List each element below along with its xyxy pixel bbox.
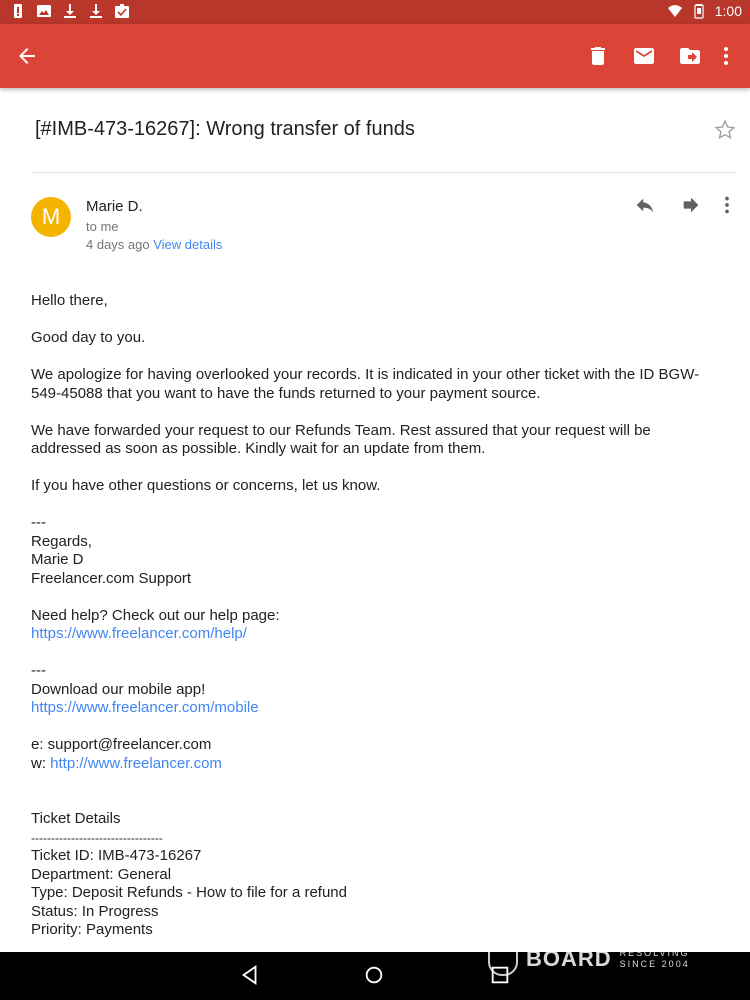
body-paragraph: If you have other questions or concerns, let us know. (31, 477, 381, 494)
alert-icon (10, 3, 26, 19)
reply-icon (634, 194, 656, 216)
body-paragraph: We apologize for having overlooked your records. It is indicated in your other ticket with the ID BGW-549-45088 that you want to have the funds returned to your payment source. (31, 366, 700, 402)
app-bar (0, 24, 750, 88)
watermark-small-1: RESOLVING (619, 948, 690, 958)
ticket-department: Department: General (31, 865, 172, 883)
download-icon (88, 3, 104, 19)
delete-button[interactable] (582, 40, 614, 72)
ticket-id: Ticket ID: IMB-473-16267 (31, 847, 202, 864)
date-line (86, 237, 222, 252)
received-time: 4 days ago (86, 237, 150, 252)
more-options-button[interactable] (710, 40, 742, 72)
image-icon (36, 3, 52, 19)
separator: --- (31, 514, 46, 531)
web-prefix: w: (31, 754, 51, 772)
contact-block (31, 736, 721, 773)
shield-icon (488, 942, 518, 976)
task-icon (114, 3, 130, 19)
back-button[interactable] (11, 40, 43, 72)
ticket-rule: --------------------------------- (31, 830, 163, 845)
avatar[interactable]: M (31, 197, 71, 237)
divider (31, 172, 735, 173)
regards: Regards, (31, 532, 92, 550)
watermark-board: BOARD (526, 946, 612, 971)
more-vert-icon (714, 44, 738, 68)
clock: 1:00 (714, 3, 742, 19)
body-line: Good day to you. (31, 329, 146, 346)
view-details-link[interactable]: View details (153, 237, 223, 252)
move-to-button[interactable] (674, 40, 706, 72)
watermark-logo (488, 936, 690, 976)
signature (31, 514, 721, 588)
watermark-top: COMPLAINTS (528, 936, 624, 951)
download-icon (62, 3, 78, 19)
recipient-line: to me (86, 219, 119, 234)
forward-icon (680, 194, 702, 216)
message-more-button[interactable] (716, 194, 740, 218)
signer-team: Freelancer.com Support (31, 569, 192, 587)
ticket-details (31, 810, 721, 940)
mobile-app-link[interactable]: https://www.freelancer.com/mobile (31, 699, 259, 716)
website-link[interactable]: http://www.freelancer.com (50, 754, 222, 772)
signer-name: Marie D (31, 551, 84, 568)
app-block (31, 662, 721, 718)
sender-name: Marie D. (86, 198, 143, 215)
separator: --- (31, 662, 46, 679)
ticket-heading: Ticket Details (31, 810, 121, 827)
support-email: e: support@freelancer.com (31, 736, 212, 753)
body-paragraph: We have forwarded your request to our Refunds Team. Rest assured that your request will be addressed as soon as possible. Kindly wait for an update from them. (31, 421, 651, 457)
mark-unread-button[interactable] (628, 40, 660, 72)
help-block (31, 607, 721, 644)
arrow-back-icon (15, 44, 39, 68)
ticket-priority: Priority: Payments (31, 921, 153, 938)
move-folder-icon (678, 44, 702, 68)
ticket-type: Type: Deposit Refunds - How to file for a refund (31, 884, 347, 901)
battery-icon (691, 3, 707, 19)
star-icon (714, 119, 736, 141)
star-button[interactable] (714, 119, 738, 143)
watermark-small-2: SINCE 2004 (619, 959, 690, 969)
reply-button[interactable] (634, 194, 658, 218)
forward-button[interactable] (680, 194, 704, 218)
more-vert-icon (716, 194, 738, 216)
status-bar (0, 0, 750, 24)
app-text: Download our mobile app! (31, 680, 206, 698)
wifi-icon (667, 3, 683, 19)
trash-icon (586, 44, 610, 68)
greeting: Hello there, (31, 292, 108, 309)
email-subject: [#IMB-473-16267]: Wrong transfer of funds (35, 118, 415, 140)
help-link[interactable]: https://www.freelancer.com/help/ (31, 625, 247, 642)
nav-back-button[interactable] (239, 964, 263, 988)
help-text: Need help? Check out our help page: (31, 606, 280, 624)
email-body (31, 292, 721, 958)
watermark-tagline (620, 948, 690, 970)
nav-home-button[interactable] (363, 964, 387, 988)
mail-icon (632, 44, 656, 68)
circle-home-icon (363, 964, 385, 986)
ticket-status: Status: In Progress (31, 902, 159, 920)
triangle-back-icon (239, 964, 261, 986)
